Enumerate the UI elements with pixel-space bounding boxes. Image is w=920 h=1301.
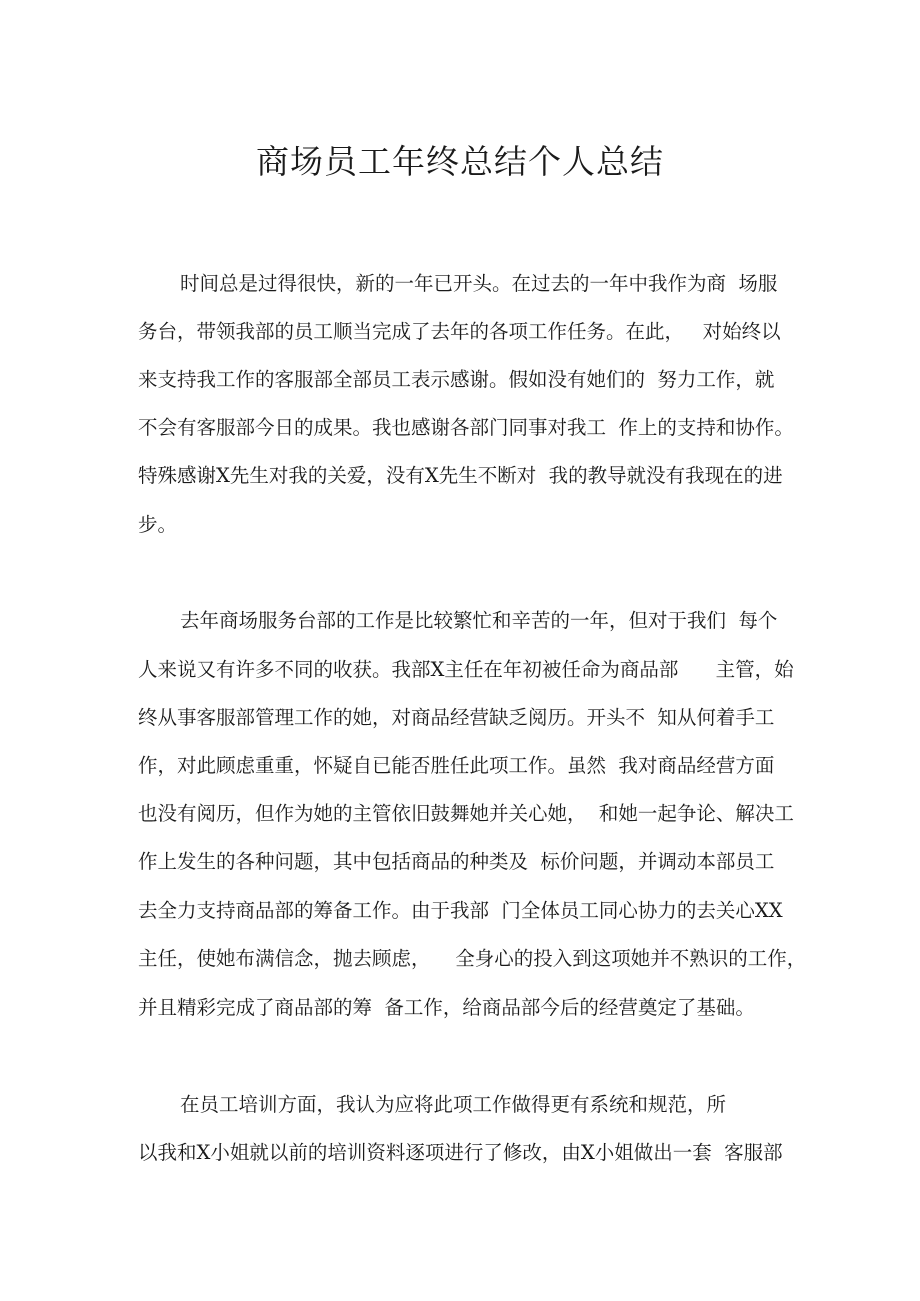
paragraph-line: 终从事客服部管理工作的她，对商品经营缺乏阅历。开头不 知从何着手工 bbox=[138, 706, 775, 729]
paragraph-line: 作上发生的各种问题，其中包括商品的种类及 标价问题，并调动本部员工 bbox=[138, 850, 775, 873]
paragraph-line: 来支持我工作的客服部全部员工表示感谢。假如没有她们的 努力工作，就 bbox=[138, 368, 775, 391]
paragraph-line: 主任，使她布满信念，抛去顾虑， 全身心的投入到这项她并不熟识的工作， bbox=[138, 947, 807, 970]
paragraph-line: 务台，带领我部的员工顺当完成了去年的各项工作任务。在此， 对始终以 bbox=[138, 320, 781, 343]
paragraph-line: 特殊感谢X先生对我的关爱，没有X先生不断对 我的教导就没有我现在的进 bbox=[138, 464, 783, 487]
paragraph-line: 步。 bbox=[138, 513, 178, 536]
paragraph-line: 作，对此顾虑重重，怀疑自已能否胜任此项工作。虽然 我对商品经营方面 bbox=[138, 754, 775, 777]
paragraph-line: 时间总是过得很快，新的一年已开头。在过去的一年中我作为商 场服 bbox=[180, 272, 778, 295]
paragraph-line: 人来说又有许多不同的收获。我部X主任在年初被任命为商品部 主管，始 bbox=[138, 658, 794, 681]
paragraph-line: 去全力支持商品部的筹备工作。由于我部 门全体员工同心协力的去关心XX bbox=[138, 899, 783, 922]
paragraph-line: 也没有阅历，但作为她的主管依旧鼓舞她并关心她， 和她一起争论、解决工 bbox=[138, 802, 794, 825]
paragraph-line: 去年商场服务台部的工作是比较繁忙和辛苦的一年，但对于我们 每个 bbox=[180, 609, 778, 632]
paragraph-line: 在员工培训方面，我认为应将此项工作做得更有系统和规范，所 bbox=[180, 1093, 727, 1116]
paragraph-line: 不会有客服部今日的成果。我也感谢各部门同事对我工 作上的支持和协作。 bbox=[138, 416, 794, 439]
paragraph-line: 并且精彩完成了商品部的筹 备工作，给商品部今后的经营奠定了基础。 bbox=[138, 996, 755, 1019]
paragraph-line: 以我和X小姐就以前的培训资料逐项进行了修改，由X小姐做出一套 客服部 bbox=[138, 1141, 783, 1164]
document-title: 商场员工年终总结个人总结 bbox=[256, 142, 664, 181]
